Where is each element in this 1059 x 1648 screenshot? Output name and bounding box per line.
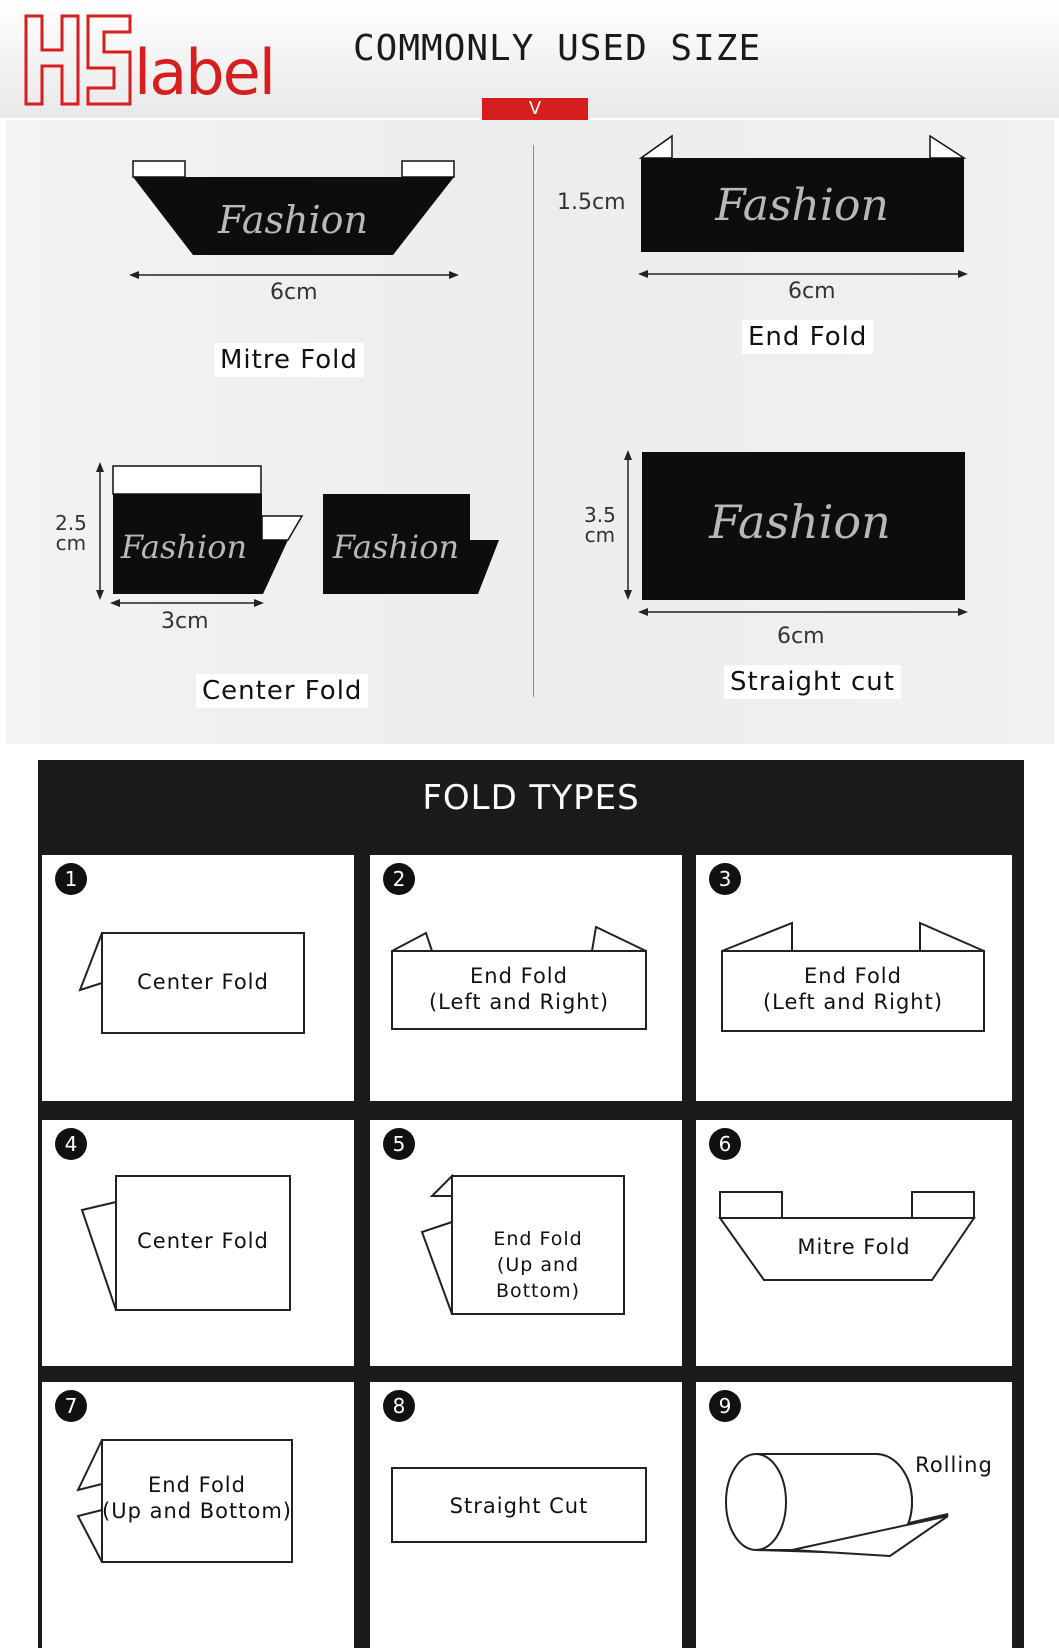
mitre-fold-label: Mitre Fold [214, 343, 364, 377]
fold-type-label [102, 1472, 292, 1524]
fold-type-line: End Fold [470, 964, 568, 988]
fold-type-line: Mitre Fold [797, 1235, 911, 1259]
svg-text:label: label [134, 36, 274, 108]
fold-type-line: Center Fold [137, 970, 269, 994]
fold-type-label [452, 1226, 624, 1304]
fold-type-7[interactable] [42, 1382, 354, 1648]
badge-2: 2 [383, 863, 415, 895]
end-height-label: 1.5cm [557, 190, 626, 215]
fold-type-4[interactable] [42, 1120, 354, 1366]
panel-divider [533, 145, 534, 697]
straight-height-label [584, 505, 616, 545]
badge-1: 1 [55, 863, 87, 895]
center-fold-diagram [88, 460, 508, 610]
center-fold-label: Center Fold [196, 674, 368, 708]
fold-type-5[interactable] [370, 1120, 682, 1366]
fashion-text: Fashion [715, 180, 889, 231]
fold-types-title: FOLD TYPES [422, 778, 640, 818]
mitre-fold-diagram [125, 155, 465, 285]
fold-type-line: (Left and Right) [428, 990, 610, 1014]
center-height-unit: cm [55, 531, 87, 555]
mitre-width-label: 6cm [270, 280, 318, 305]
fold-type-label [392, 963, 646, 1015]
fold-type-2[interactable] [370, 855, 682, 1101]
center-height-number: 2.5 [55, 511, 87, 535]
fold-type-line: (Up and Bottom) [102, 1499, 292, 1523]
header [0, 0, 1059, 118]
rolling-sketch [696, 1382, 1012, 1648]
badge-3: 3 [709, 863, 741, 895]
fold-type-label [116, 1228, 290, 1254]
fold-type-line: End Fold [148, 1473, 246, 1497]
fold-type-line: Center Fold [137, 1229, 269, 1253]
fold-type-8[interactable] [370, 1382, 682, 1648]
badge-4: 4 [55, 1128, 87, 1160]
straight-cut-label: Straight cut [724, 665, 901, 699]
straight-height-unit: cm [584, 523, 616, 547]
fold-type-line: End Fold [493, 1228, 583, 1250]
fold-types-panel [38, 760, 1024, 1648]
fold-type-label [754, 1234, 954, 1260]
end-width-label: 6cm [788, 279, 836, 304]
straight-height-number: 3.5 [584, 503, 616, 527]
hslabel-logo[interactable] [22, 10, 282, 108]
end-fold-diagram [636, 132, 976, 282]
hslabel-logo-mark [22, 10, 282, 108]
fold-type-6[interactable] [696, 1120, 1012, 1366]
fold-type-line: Straight Cut [449, 1494, 589, 1518]
fold-type-line: Rolling [915, 1453, 993, 1477]
fold-type-line: (Left and Right) [762, 990, 944, 1014]
fold-type-3[interactable] [696, 855, 1012, 1101]
fold-type-label [392, 1493, 646, 1519]
fold-type-label [904, 1452, 1004, 1478]
fold-type-1[interactable] [42, 855, 354, 1101]
fashion-text: Fashion [332, 528, 460, 566]
straight-cut-diagram [618, 448, 978, 618]
badge-6: 6 [709, 1128, 741, 1160]
center-width-label: 3cm [161, 609, 209, 634]
fashion-text: Fashion [120, 528, 248, 566]
badge-5: 5 [383, 1128, 415, 1160]
fold-type-9[interactable] [696, 1382, 1012, 1648]
fold-type-line: (Up and Bottom) [495, 1254, 581, 1302]
fashion-text: Fashion [218, 198, 368, 242]
fold-type-label [102, 969, 304, 995]
fold-type-line: End Fold [804, 964, 902, 988]
page-title: COMMONLY USED SIZE [353, 28, 762, 69]
straight-width-label: 6cm [777, 624, 825, 649]
fashion-text: Fashion [709, 495, 891, 549]
fold-type-label [722, 963, 984, 1015]
end-fold-label: End Fold [742, 320, 873, 354]
badge-8: 8 [383, 1390, 415, 1422]
badge-9: 9 [709, 1390, 741, 1422]
header-tab[interactable]: V [482, 98, 588, 124]
badge-7: 7 [55, 1390, 87, 1422]
center-height-label [55, 513, 87, 553]
